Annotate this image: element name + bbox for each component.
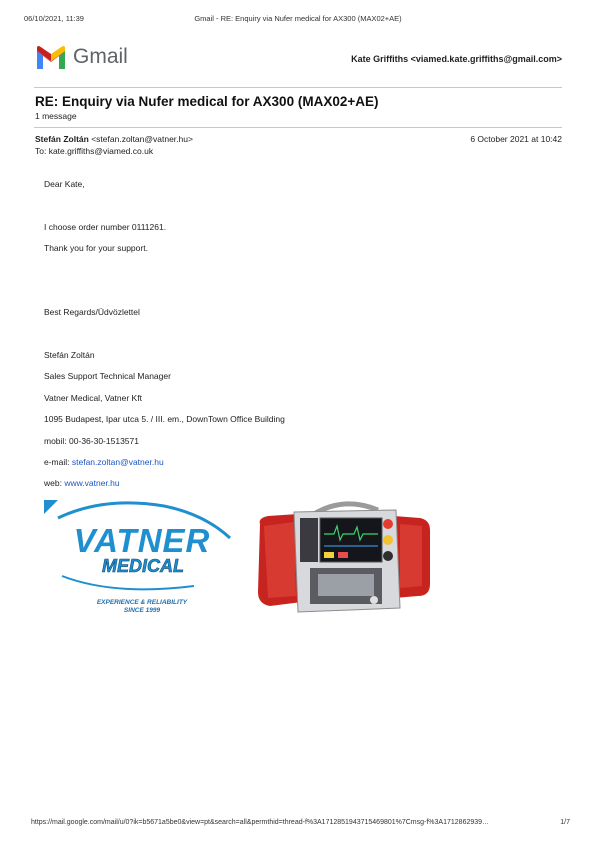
logo-tagline: EXPERIENCE & RELIABILITY [96, 599, 188, 606]
thread-subject: RE: Enquiry via Nufer medical for AX300 (MAX02+AE) [35, 94, 379, 109]
gmail-m-icon [35, 45, 67, 69]
divider [34, 87, 562, 88]
vatner-wordmark: VATNER [73, 522, 211, 559]
email-link[interactable]: stefan.zoltan@vatner.hu [71, 457, 164, 467]
signature-email: e-mail: stefan.zoltan@vatner.hu [44, 457, 164, 467]
account-label: Kate Griffiths <viamed.kate.griffiths@gmail.com> [351, 54, 562, 64]
gmail-wordmark: Gmail [73, 45, 128, 68]
sender-name: Stefán Zoltán [35, 134, 89, 144]
defibrillator-illustration [254, 496, 434, 616]
message-date: 6 October 2021 at 10:42 [470, 134, 562, 144]
body-line: I choose order number 0111261. [44, 222, 167, 232]
greeting: Dear Kate, [44, 179, 85, 189]
sender-email: <stefan.zoltan@vatner.hu> [91, 134, 193, 144]
divider [34, 127, 562, 128]
device-image [254, 496, 434, 616]
sender [35, 134, 193, 144]
logo-since: SINCE 1999 [123, 607, 161, 614]
signature-address: 1095 Budapest, Ipar utca 5. / III. em., DownTown Office Building [44, 414, 285, 424]
signature-title: Sales Support Technical Manager [44, 371, 171, 381]
signature-web: web: www.vatner.hu [44, 478, 120, 488]
signature-name: Stefán Zoltán [44, 350, 95, 360]
medical-wordmark: MEDICAL [102, 556, 184, 576]
web-link[interactable]: www.vatner.hu [64, 478, 120, 488]
vatner-logo [44, 500, 240, 618]
page-number: 1/7 [560, 819, 570, 826]
gmail-logo[interactable] [35, 45, 128, 69]
message-count: 1 message [35, 111, 77, 121]
signature-mobile: mobil: 00-36-30-1513571 [44, 436, 139, 446]
closing: Best Regards/Üdvözlettel [44, 307, 140, 317]
body-line: Thank you for your support. [44, 243, 148, 253]
recipient: To: kate.griffiths@viamed.co.uk [35, 146, 154, 156]
footer-url: https://mail.google.com/mail/u/0?ik=b5671a5be0&view=pt&search=all&permthid=thread-f%3A1712851943715469801%7Cmsg-f%3A1712862939… [31, 819, 490, 826]
print-title: Gmail - RE: Enquiry via Nufer medical for AX300 (MAX02+AE) [194, 14, 402, 23]
print-datetime: 06/10/2021, 11:39 [24, 14, 84, 23]
signature-company: Vatner Medical, Vatner Kft [44, 393, 142, 403]
